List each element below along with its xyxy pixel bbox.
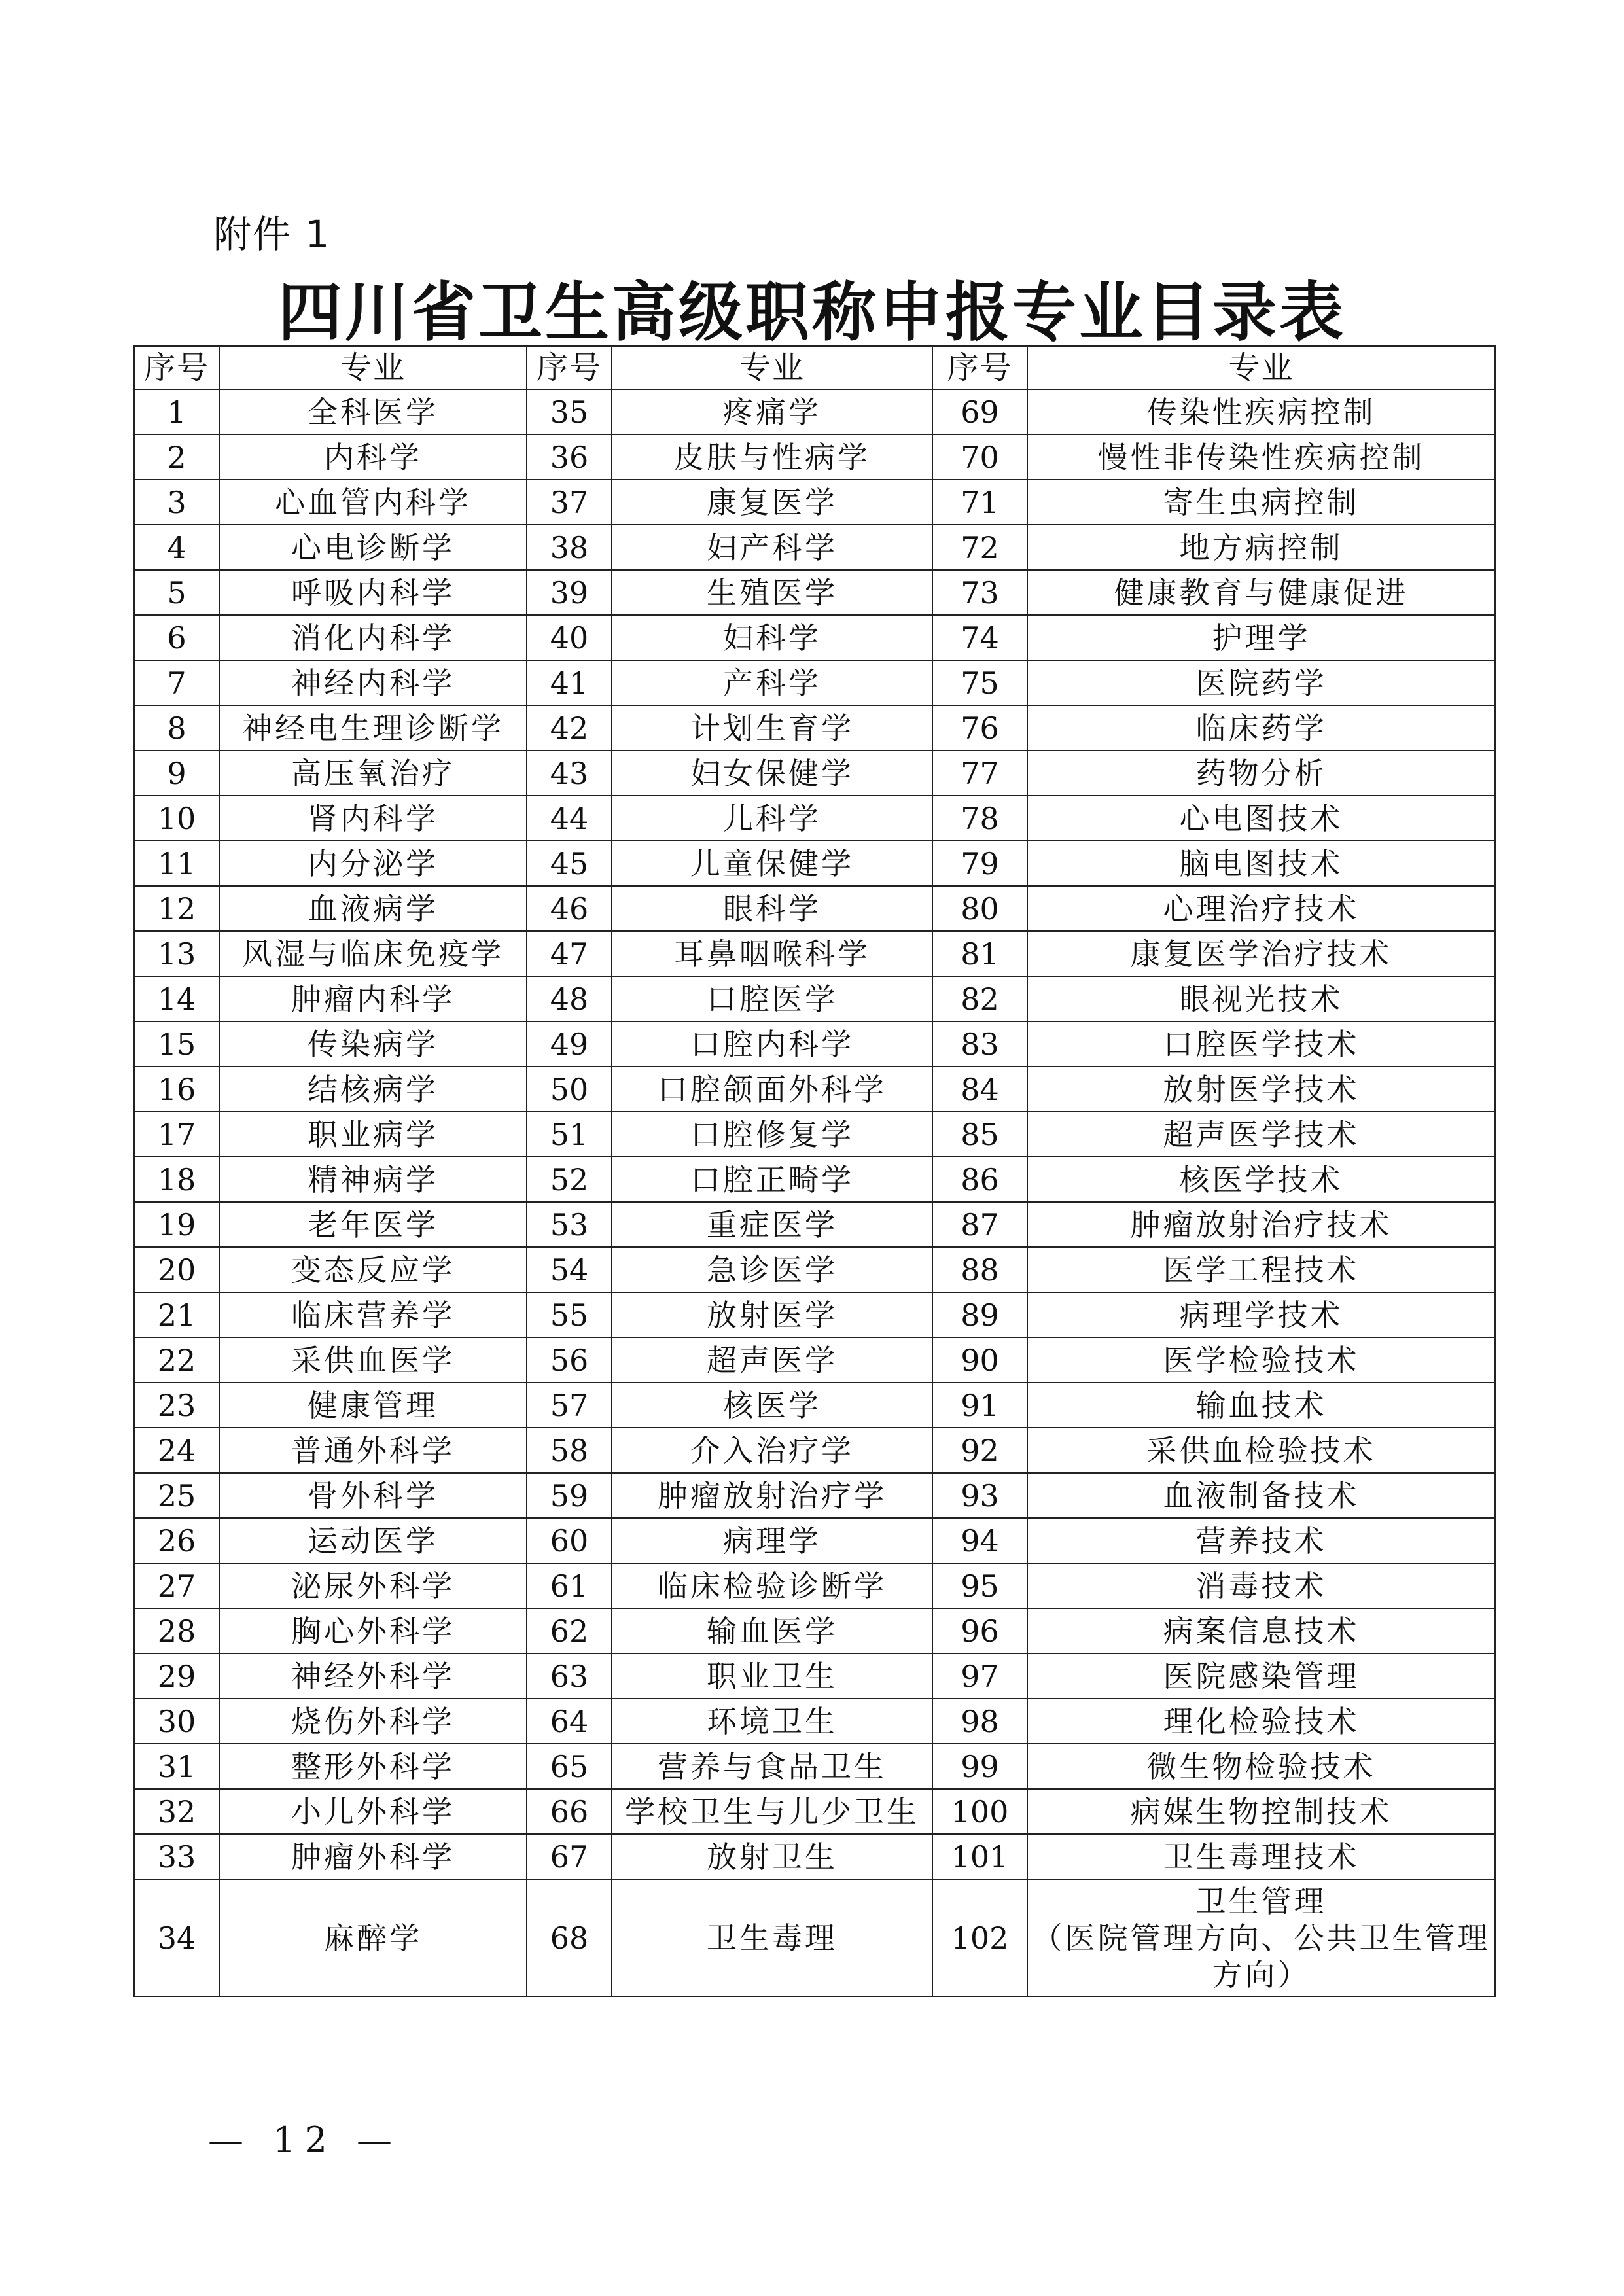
table-row (134, 1834, 1495, 1879)
specialty-cell: 整形外科学 (219, 1744, 527, 1789)
number-cell: 77 (932, 751, 1027, 796)
number-cell: 24 (134, 1428, 219, 1473)
table-row (134, 1653, 1495, 1699)
number-cell: 26 (134, 1518, 219, 1563)
number-cell: 5 (134, 570, 219, 615)
specialty-cell: 肿瘤放射治疗学 (612, 1473, 932, 1518)
table-row (134, 615, 1495, 660)
number-cell: 69 (932, 389, 1027, 434)
number-cell: 32 (134, 1789, 219, 1834)
table-row (134, 1563, 1495, 1608)
number-cell: 46 (527, 886, 612, 931)
specialty-cell: 病媒生物控制技术 (1027, 1789, 1495, 1834)
table-row (134, 796, 1495, 841)
number-cell: 50 (527, 1067, 612, 1112)
specialty-cell: 眼视光技术 (1027, 976, 1495, 1021)
header-cell-specialty: 专业 (612, 346, 932, 389)
specialty-cell: 眼科学 (612, 886, 932, 931)
number-cell: 76 (932, 705, 1027, 751)
number-cell: 7 (134, 660, 219, 705)
specialty-cell: 精神病学 (219, 1157, 527, 1202)
number-cell: 88 (932, 1247, 1027, 1292)
specialty-cell: 口腔内科学 (612, 1021, 932, 1067)
specialty-cell: 心电诊断学 (219, 525, 527, 570)
specialty-cell: 学校卫生与儿少卫生 (612, 1789, 932, 1834)
number-cell: 93 (932, 1473, 1027, 1518)
number-cell: 33 (134, 1834, 219, 1879)
specialty-cell: 重症医学 (612, 1202, 932, 1247)
table-row (134, 1428, 1495, 1473)
number-cell: 72 (932, 525, 1027, 570)
table-row (134, 1292, 1495, 1337)
number-cell: 96 (932, 1608, 1027, 1653)
header-cell-number: 序号 (932, 346, 1027, 389)
number-cell: 35 (527, 389, 612, 434)
specialty-cell: 营养技术 (1027, 1518, 1495, 1563)
number-cell: 18 (134, 1157, 219, 1202)
number-cell: 73 (932, 570, 1027, 615)
number-cell: 54 (527, 1247, 612, 1292)
specialty-cell: 药物分析 (1027, 751, 1495, 796)
number-cell: 66 (527, 1789, 612, 1834)
specialty-cell: 临床营养学 (219, 1292, 527, 1337)
specialty-cell: 血液病学 (219, 886, 527, 931)
number-cell: 27 (134, 1563, 219, 1608)
number-cell: 29 (134, 1653, 219, 1699)
specialty-cell: 皮肤与性病学 (612, 434, 932, 480)
specialty-cell: 心理治疗技术 (1027, 886, 1495, 931)
header-cell-specialty: 专业 (219, 346, 527, 389)
specialty-cell: 卫生毒理技术 (1027, 1834, 1495, 1879)
number-cell: 25 (134, 1473, 219, 1518)
specialty-cell: 康复医学 (612, 480, 932, 525)
specialty-cell: 地方病控制 (1027, 525, 1495, 570)
specialty-cell: 临床检验诊断学 (612, 1563, 932, 1608)
specialty-cell: 微生物检验技术 (1027, 1744, 1495, 1789)
specialty-cell: 儿科学 (612, 796, 932, 841)
table-row (134, 434, 1495, 480)
number-cell: 51 (527, 1112, 612, 1157)
table-row (134, 570, 1495, 615)
number-cell: 74 (932, 615, 1027, 660)
specialty-cell: 口腔医学技术 (1027, 1021, 1495, 1067)
table-row (134, 660, 1495, 705)
number-cell: 102 (932, 1879, 1027, 1996)
specialty-cell-line: 方向） (1212, 1956, 1311, 1992)
number-cell: 79 (932, 841, 1027, 886)
table-row (134, 389, 1495, 434)
table-row (134, 1744, 1495, 1789)
specialty-cell: 急诊医学 (612, 1247, 932, 1292)
specialty-cell: 病理学 (612, 1518, 932, 1563)
specialty-cell: 口腔医学 (612, 976, 932, 1021)
specialty-cell: 心血管内科学 (219, 480, 527, 525)
specialty-cell: 风湿与临床免疫学 (219, 931, 527, 976)
specialty-cell: 神经电生理诊断学 (219, 705, 527, 751)
table-row (134, 1383, 1495, 1428)
specialty-cell: 环境卫生 (612, 1699, 932, 1744)
number-cell: 82 (932, 976, 1027, 1021)
table-row (134, 751, 1495, 796)
number-cell: 91 (932, 1383, 1027, 1428)
number-cell: 49 (527, 1021, 612, 1067)
specialty-catalog-table (133, 345, 1496, 1997)
number-cell: 9 (134, 751, 219, 796)
attachment-label: 附件 1 (213, 212, 331, 256)
specialty-cell: 脑电图技术 (1027, 841, 1495, 886)
number-cell: 85 (932, 1112, 1027, 1157)
number-cell: 89 (932, 1292, 1027, 1337)
table-row (134, 1247, 1495, 1292)
specialty-cell: 健康教育与健康促进 (1027, 570, 1495, 615)
number-cell: 63 (527, 1653, 612, 1699)
number-cell: 38 (527, 525, 612, 570)
number-cell: 37 (527, 480, 612, 525)
specialty-cell: 病案信息技术 (1027, 1608, 1495, 1653)
header-cell-specialty: 专业 (1027, 346, 1495, 389)
number-cell: 21 (134, 1292, 219, 1337)
table-row (134, 1789, 1495, 1834)
specialty-cell: 卫生毒理 (612, 1879, 932, 1996)
specialty-cell: 烧伤外科学 (219, 1699, 527, 1744)
specialty-cell: 小儿外科学 (219, 1789, 527, 1834)
specialty-cell: 消化内科学 (219, 615, 527, 660)
number-cell: 40 (527, 615, 612, 660)
specialty-cell: 神经内科学 (219, 660, 527, 705)
specialty-cell: 超声医学技术 (1027, 1112, 1495, 1157)
specialty-cell: 胸心外科学 (219, 1608, 527, 1653)
specialty-cell: 采供血医学 (219, 1337, 527, 1383)
specialty-cell: 营养与食品卫生 (612, 1744, 932, 1789)
number-cell: 28 (134, 1608, 219, 1653)
specialty-cell: 内分泌学 (219, 841, 527, 886)
number-cell: 100 (932, 1789, 1027, 1834)
number-cell: 11 (134, 841, 219, 886)
specialty-cell: 消毒技术 (1027, 1563, 1495, 1608)
number-cell: 3 (134, 480, 219, 525)
specialty-cell: 核医学 (612, 1383, 932, 1428)
number-cell: 8 (134, 705, 219, 751)
specialty-cell: 普通外科学 (219, 1428, 527, 1473)
table-row (134, 1699, 1495, 1744)
specialty-cell: 医学工程技术 (1027, 1247, 1495, 1292)
number-cell: 31 (134, 1744, 219, 1789)
number-cell: 43 (527, 751, 612, 796)
header-cell-number: 序号 (134, 346, 219, 389)
number-cell: 80 (932, 886, 1027, 931)
number-cell: 16 (134, 1067, 219, 1112)
number-cell: 6 (134, 615, 219, 660)
specialty-cell: 骨外科学 (219, 1473, 527, 1518)
specialty-cell: 口腔修复学 (612, 1112, 932, 1157)
specialty-cell: 老年医学 (219, 1202, 527, 1247)
specialty-cell: 介入治疗学 (612, 1428, 932, 1473)
table-body (134, 346, 1495, 1996)
specialty-cell: 医学检验技术 (1027, 1337, 1495, 1383)
specialty-cell: 神经外科学 (219, 1653, 527, 1699)
number-cell: 56 (527, 1337, 612, 1383)
number-cell: 30 (134, 1699, 219, 1744)
table-row (134, 1202, 1495, 1247)
specialty-cell: 内科学 (219, 434, 527, 480)
number-cell: 53 (527, 1202, 612, 1247)
specialty-cell: 传染病学 (219, 1021, 527, 1067)
number-cell: 65 (527, 1744, 612, 1789)
specialty-cell: 输血医学 (612, 1608, 932, 1653)
number-cell: 90 (932, 1337, 1027, 1383)
table-row (134, 480, 1495, 525)
specialty-cell: 医院药学 (1027, 660, 1495, 705)
table-row (134, 1067, 1495, 1112)
number-cell: 58 (527, 1428, 612, 1473)
table-row (134, 705, 1495, 751)
specialty-cell: 健康管理 (219, 1383, 527, 1428)
specialty-cell: 慢性非传染性疾病控制 (1027, 434, 1495, 480)
specialty-cell: 计划生育学 (612, 705, 932, 751)
number-cell: 55 (527, 1292, 612, 1337)
specialty-cell: 儿童保健学 (612, 841, 932, 886)
number-cell: 75 (932, 660, 1027, 705)
page-number: — 12 — (208, 2119, 402, 2161)
table-row (134, 1157, 1495, 1202)
number-cell: 81 (932, 931, 1027, 976)
number-cell: 97 (932, 1653, 1027, 1699)
specialty-cell: 理化检验技术 (1027, 1699, 1495, 1744)
specialty-cell: 临床药学 (1027, 705, 1495, 751)
number-cell: 44 (527, 796, 612, 841)
number-cell: 71 (932, 480, 1027, 525)
number-cell: 2 (134, 434, 219, 480)
number-cell: 15 (134, 1021, 219, 1067)
number-cell: 83 (932, 1021, 1027, 1067)
table-row (134, 976, 1495, 1021)
specialty-cell: 病理学技术 (1027, 1292, 1495, 1337)
number-cell: 64 (527, 1699, 612, 1744)
number-cell: 17 (134, 1112, 219, 1157)
number-cell: 23 (134, 1383, 219, 1428)
specialty-cell: 放射医学技术 (1027, 1067, 1495, 1112)
specialty-cell: 放射医学 (612, 1292, 932, 1337)
number-cell: 12 (134, 886, 219, 931)
number-cell: 59 (527, 1473, 612, 1518)
number-cell: 62 (527, 1608, 612, 1653)
number-cell: 47 (527, 931, 612, 976)
number-cell: 92 (932, 1428, 1027, 1473)
specialty-cell: 口腔正畸学 (612, 1157, 932, 1202)
number-cell: 52 (527, 1157, 612, 1202)
specialty-cell: 核医学技术 (1027, 1157, 1495, 1202)
specialty-cell: 医院感染管理 (1027, 1653, 1495, 1699)
number-cell: 61 (527, 1563, 612, 1608)
number-cell: 42 (527, 705, 612, 751)
specialty-cell: 麻醉学 (219, 1879, 527, 1996)
specialty-cell: 肾内科学 (219, 796, 527, 841)
specialty-cell: 妇科学 (612, 615, 932, 660)
number-cell: 101 (932, 1834, 1027, 1879)
number-cell: 4 (134, 525, 219, 570)
specialty-cell: 全科医学 (219, 389, 527, 434)
number-cell: 1 (134, 389, 219, 434)
table-row (134, 1518, 1495, 1563)
specialty-cell: 采供血检验技术 (1027, 1428, 1495, 1473)
table-row (134, 886, 1495, 931)
number-cell: 19 (134, 1202, 219, 1247)
number-cell: 39 (527, 570, 612, 615)
table-row (134, 841, 1495, 886)
specialty-cell: 口腔颌面外科学 (612, 1067, 932, 1112)
number-cell: 60 (527, 1518, 612, 1563)
number-cell: 13 (134, 931, 219, 976)
number-cell: 20 (134, 1247, 219, 1292)
specialty-cell: 疼痛学 (612, 389, 932, 434)
number-cell: 95 (932, 1563, 1027, 1608)
specialty-cell: 传染性疾病控制 (1027, 389, 1495, 434)
specialty-cell: 肿瘤放射治疗技术 (1027, 1202, 1495, 1247)
number-cell: 14 (134, 976, 219, 1021)
number-cell: 78 (932, 796, 1027, 841)
specialty-cell: 护理学 (1027, 615, 1495, 660)
number-cell: 94 (932, 1518, 1027, 1563)
number-cell: 22 (134, 1337, 219, 1383)
specialty-cell: 职业病学 (219, 1112, 527, 1157)
table-row (134, 1608, 1495, 1653)
specialty-cell: 肿瘤外科学 (219, 1834, 527, 1879)
specialty-cell: 耳鼻咽喉科学 (612, 931, 932, 976)
specialty-cell: 心电图技术 (1027, 796, 1495, 841)
number-cell: 68 (527, 1879, 612, 1996)
number-cell: 36 (527, 434, 612, 480)
table-row (134, 525, 1495, 570)
number-cell: 67 (527, 1834, 612, 1879)
specialty-cell: 放射卫生 (612, 1834, 932, 1879)
specialty-cell: 职业卫生 (612, 1653, 932, 1699)
specialty-cell (1027, 1879, 1495, 1996)
specialty-cell: 肿瘤内科学 (219, 976, 527, 1021)
specialty-cell: 结核病学 (219, 1067, 527, 1112)
specialty-cell: 产科学 (612, 660, 932, 705)
header-cell-number: 序号 (527, 346, 612, 389)
number-cell: 86 (932, 1157, 1027, 1202)
number-cell: 10 (134, 796, 219, 841)
number-cell: 99 (932, 1744, 1027, 1789)
specialty-cell: 呼吸内科学 (219, 570, 527, 615)
specialty-cell: 血液制备技术 (1027, 1473, 1495, 1518)
specialty-cell: 寄生虫病控制 (1027, 480, 1495, 525)
specialty-cell: 生殖医学 (612, 570, 932, 615)
specialty-cell: 高压氧治疗 (219, 751, 527, 796)
number-cell: 57 (527, 1383, 612, 1428)
table-header-row (134, 346, 1495, 389)
table-row (134, 931, 1495, 976)
table-row (134, 1879, 1495, 1996)
table-row (134, 1112, 1495, 1157)
document-title: 四川省卫生高级职称申报专业目录表 (277, 275, 1346, 350)
number-cell: 41 (527, 660, 612, 705)
specialty-cell: 变态反应学 (219, 1247, 527, 1292)
specialty-cell: 超声医学 (612, 1337, 932, 1383)
table-row (134, 1337, 1495, 1383)
specialty-cell: 妇产科学 (612, 525, 932, 570)
table-row (134, 1473, 1495, 1518)
specialty-cell: 妇女保健学 (612, 751, 932, 796)
specialty-cell: 运动医学 (219, 1518, 527, 1563)
specialty-cell: 康复医学治疗技术 (1027, 931, 1495, 976)
specialty-cell: 输血技术 (1027, 1383, 1495, 1428)
number-cell: 84 (932, 1067, 1027, 1112)
number-cell: 45 (527, 841, 612, 886)
number-cell: 98 (932, 1699, 1027, 1744)
table-row (134, 1021, 1495, 1067)
specialty-cell-line: （医院管理方向、公共卫生管理 (1032, 1920, 1491, 1956)
number-cell: 70 (932, 434, 1027, 480)
number-cell: 34 (134, 1879, 219, 1996)
number-cell: 87 (932, 1202, 1027, 1247)
specialty-cell-line: 卫生管理 (1195, 1883, 1327, 1919)
number-cell: 48 (527, 976, 612, 1021)
specialty-cell: 泌尿外科学 (219, 1563, 527, 1608)
